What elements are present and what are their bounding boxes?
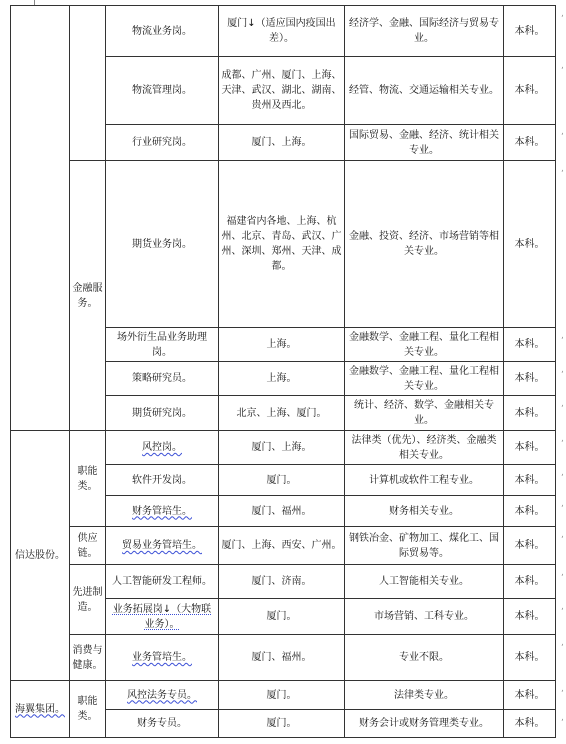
table-row bbox=[11, 527, 556, 565]
degree-cell: 本科。 bbox=[504, 431, 556, 465]
company-cell: 信达股份。 bbox=[11, 431, 70, 681]
degree-cell: 本科。 bbox=[504, 465, 556, 496]
major-cell: 法律类专业。 bbox=[345, 681, 504, 710]
position-cell: 风控法务专员。 bbox=[106, 681, 219, 710]
position-cell: 物流业务岗。 bbox=[106, 6, 219, 57]
table-row bbox=[11, 431, 556, 465]
position-cell: 场外衍生品业务助理岗。 bbox=[106, 328, 219, 362]
category-cell: 职能类。 bbox=[70, 681, 106, 738]
position-cell: 物流管理岗。 bbox=[106, 57, 219, 125]
major-cell: 专业不限。 bbox=[345, 635, 504, 681]
major-cell: 市场营销、工科专业。 bbox=[345, 599, 504, 635]
location-cell: 厦门、济南。 bbox=[219, 565, 345, 599]
degree-cell: 本科。 bbox=[504, 161, 556, 328]
table-row bbox=[11, 565, 556, 599]
position-cell: 人工智能研发工程师。 bbox=[106, 565, 219, 599]
location-cell: 上海。 bbox=[219, 328, 345, 362]
location-cell: 北京、上海、厦门。 bbox=[219, 396, 345, 431]
category-cell: 消费与健康。 bbox=[70, 635, 106, 681]
position-cell: 业务管培生。 bbox=[106, 635, 219, 681]
table-row bbox=[11, 681, 556, 710]
major-cell: 国际贸易、金融、经济、统计相关专业。 bbox=[345, 125, 504, 161]
location-cell: 厦门、福州。 bbox=[219, 496, 345, 527]
major-cell: 财务相关专业。 bbox=[345, 496, 504, 527]
degree-cell: 本科。 bbox=[504, 57, 556, 125]
major-cell: 经济学、金融、国际经济与贸易专业。 bbox=[345, 6, 504, 57]
table-row bbox=[11, 161, 556, 328]
degree-cell: 本科。 bbox=[504, 362, 556, 396]
table-row bbox=[11, 635, 556, 681]
major-cell: 金融、投资、经济、市场营销等相关专业。 bbox=[345, 161, 504, 328]
category-cell: 金融服务。 bbox=[70, 161, 106, 431]
major-cell: 法律类（优先）、经济类、金融类相关专业。 bbox=[345, 431, 504, 465]
degree-cell: 本科。 bbox=[504, 635, 556, 681]
position-cell: 财务专员。 bbox=[106, 710, 219, 738]
degree-cell: 本科。 bbox=[504, 6, 556, 57]
degree-cell: 本科。 bbox=[504, 328, 556, 362]
position-cell: 软件开发岗。 bbox=[106, 465, 219, 496]
location-cell: 厦门。 bbox=[219, 710, 345, 738]
major-cell: 金融数学、金融工程、量化工程相关专业。 bbox=[345, 328, 504, 362]
major-cell: 人工智能相关专业。 bbox=[345, 565, 504, 599]
location-cell: 上海。 bbox=[219, 362, 345, 396]
category-cell: 先进制造。 bbox=[70, 565, 106, 635]
position-cell: 期货业务岗。 bbox=[106, 161, 219, 328]
paragraph-marks: , , , , , , , , , , , , , , , , bbox=[561, 9, 564, 723]
table-row bbox=[11, 6, 556, 57]
major-cell: 财务会计或财务管理类专业。 bbox=[345, 710, 504, 738]
category-cell: 供应链。 bbox=[70, 527, 106, 565]
category-cell: 职能类。 bbox=[70, 431, 106, 527]
location-cell: 厦门、福州。 bbox=[219, 635, 345, 681]
company-cell-continued bbox=[11, 6, 70, 431]
recruitment-table bbox=[10, 5, 556, 738]
location-cell: 厦门、上海。 bbox=[219, 125, 345, 161]
major-cell: 钢铁冶金、矿物加工、煤化工、国际贸易等。 bbox=[345, 527, 504, 565]
location-cell: 厦门。 bbox=[219, 599, 345, 635]
degree-cell: 本科。 bbox=[504, 396, 556, 431]
position-cell: 风控岗。 bbox=[106, 431, 219, 465]
category-cell-continued bbox=[70, 6, 106, 161]
degree-cell: 本科。 bbox=[504, 565, 556, 599]
major-cell: 金融数学、金融工程、量化工程相关专业。 bbox=[345, 362, 504, 396]
location-cell: 福建省内各地、上海、杭州、北京、青岛、武汉、广州、深圳、郑州、天津、成都。 bbox=[219, 161, 345, 328]
degree-cell: 本科。 bbox=[504, 681, 556, 710]
degree-cell: 本科。 bbox=[504, 527, 556, 565]
position-cell: 业务拓展岗↓（大物联业务）。 bbox=[106, 599, 219, 635]
location-cell: 厦门。 bbox=[219, 465, 345, 496]
position-cell: 贸易业务管培生。 bbox=[106, 527, 219, 565]
location-cell: 厦门、上海。 bbox=[219, 431, 345, 465]
position-cell: 财务管培生。 bbox=[106, 496, 219, 527]
major-cell: 经管、物流、交通运输相关专业。 bbox=[345, 57, 504, 125]
position-cell: 期货研究岗。 bbox=[106, 396, 219, 431]
major-cell: 计算机或软件工程专业。 bbox=[345, 465, 504, 496]
degree-cell: 本科。 bbox=[504, 496, 556, 527]
location-cell: 厦门。 bbox=[219, 681, 345, 710]
degree-cell: 本科。 bbox=[504, 125, 556, 161]
location-cell: 厦门、上海、西安、广州。 bbox=[219, 527, 345, 565]
degree-cell: 本科。 bbox=[504, 710, 556, 738]
company-cell: 海翼集团。 bbox=[11, 681, 70, 738]
position-cell: 行业研究岗。 bbox=[106, 125, 219, 161]
major-cell: 统计、经济、数学、金融相关专业。 bbox=[345, 396, 504, 431]
degree-cell: 本科。 bbox=[504, 599, 556, 635]
location-cell: 厦门↓（适应国内疫国出差）。 bbox=[219, 6, 345, 57]
position-cell: 策略研究员。 bbox=[106, 362, 219, 396]
location-cell: 成都、广州、厦门、上海、天津、武汉、湖北、湖南、贵州及西北。 bbox=[219, 57, 345, 125]
